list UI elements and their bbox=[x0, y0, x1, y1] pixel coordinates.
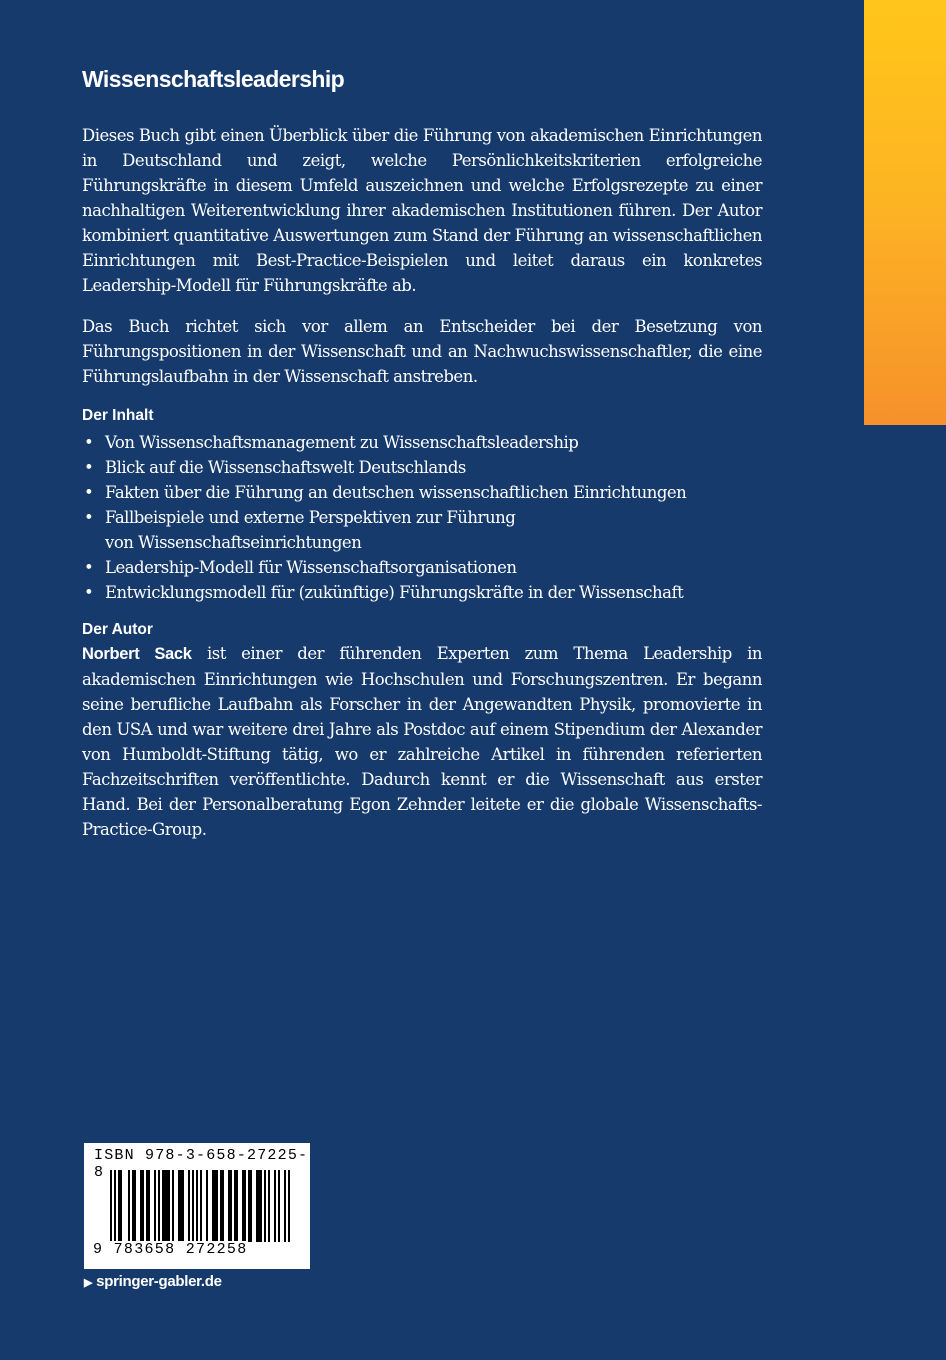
barcode-bar bbox=[182, 1170, 184, 1242]
isbn-barcode bbox=[84, 1143, 310, 1269]
barcode-bar bbox=[260, 1170, 262, 1242]
barcode-bar bbox=[256, 1170, 258, 1242]
book-title: Wissenschaftsleadership bbox=[82, 66, 345, 92]
barcode-bar bbox=[242, 1170, 244, 1242]
barcode-bar bbox=[284, 1170, 286, 1242]
bullet-icon: • bbox=[84, 483, 94, 502]
barcode-bar bbox=[128, 1170, 130, 1242]
isbn-number: ISBN 978-3-658-27225-8 bbox=[94, 1147, 309, 1181]
author-heading: Der Autor bbox=[82, 621, 153, 638]
author-name: Norbert Sack bbox=[82, 645, 192, 663]
barcode-bar bbox=[142, 1170, 144, 1242]
list-item: • Leadership-Modell für Wissenschaftsorganisationen bbox=[82, 555, 762, 580]
barcode-bar bbox=[212, 1170, 214, 1242]
barcode-bar bbox=[244, 1170, 246, 1242]
barcode-bar bbox=[200, 1170, 202, 1252]
list-item: • Von Wissenschaftsmanagement zu Wissenschaftsleadership bbox=[82, 430, 762, 455]
barcode-bar bbox=[192, 1170, 194, 1242]
barcode-bar bbox=[274, 1170, 276, 1242]
ean-digits: 9 783658 272258 bbox=[93, 1241, 248, 1258]
barcode-bar bbox=[110, 1170, 112, 1252]
barcode-bar bbox=[214, 1170, 216, 1242]
barcode-bar bbox=[178, 1170, 180, 1242]
barcode-bar bbox=[140, 1170, 142, 1242]
barcode-bar bbox=[164, 1170, 166, 1242]
barcode-bar bbox=[248, 1170, 250, 1242]
barcode-bar bbox=[228, 1170, 230, 1242]
barcode-bar bbox=[158, 1170, 160, 1242]
barcode-bar bbox=[166, 1170, 168, 1242]
barcode-bar bbox=[258, 1170, 260, 1242]
barcode-bar bbox=[264, 1170, 266, 1242]
list-item: • Fakten über die Führung an deutschen wissenschaftlichen Einrichtungen bbox=[82, 480, 762, 505]
barcode-bar bbox=[234, 1170, 236, 1242]
barcode-bar bbox=[168, 1170, 170, 1242]
barcode-bar bbox=[196, 1170, 198, 1242]
audience-paragraph: Das Buch richtet sich vor allem an Entscheider bei der Besetzung von Führungspositionen in der Wissenschaft und an Nachwuchswissenschaftler, die eine Führungslaufbahn in der Wissenschaft anstreben. bbox=[82, 317, 762, 386]
barcode-bar bbox=[206, 1170, 208, 1252]
author-bio-text: ist einer der führenden Experten zum Thema Leadership in akademischen Einrichtungen wie Hochschulen und Forschungszentren. Er begann seine berufliche Laufbahn als Forscher in der Angewandten Physik, promovierte in den USA und war weitere drei Jahre als Postdoc auf einem Stipendium der Alexander von Humboldt-Stiftung tätig, wo er zahlreiche Artikel in führenden referierten Fachzeitschriften veröffentlichte. Dadurch kennt er die Wissenschaft aus erster Hand. Bei der Personalberatung Egon Zehnder leitete er die globale Wissenschafts-Practice-Group. bbox=[82, 644, 762, 839]
intro-paragraph: Dieses Buch gibt einen Überblick über die Führung von akademischen Einrichtungen in Deutschland und zeigt, welche Persönlichkeitskriterien erfolgreiche Führungskräfte in diesem Umfeld auszeichnen und welche Erfolgsrezepte zu einer nachhaltigen Weiterentwicklung ihrer akademischen Institutionen führen. Der Autor kombiniert quantitative Auswertungen zum Stand der Führung an wissenschaftlichen Einrichtungen mit Best-Practice-Beispielen und leitet daraus ein konkretes Leadership-Modell für Führungskräfte ab. bbox=[82, 126, 762, 295]
barcode-bar bbox=[188, 1170, 190, 1242]
bullet-icon: • bbox=[84, 508, 94, 527]
barcode-bar bbox=[148, 1170, 150, 1242]
barcode-bar bbox=[236, 1170, 238, 1242]
orange-accent-bar bbox=[864, 0, 946, 425]
barcode-bar bbox=[154, 1170, 156, 1242]
barcode-bar bbox=[132, 1170, 134, 1242]
barcode-bar bbox=[134, 1170, 136, 1242]
barcode-bar bbox=[216, 1170, 218, 1242]
barcode-bar bbox=[230, 1170, 232, 1242]
barcode-bar bbox=[120, 1170, 122, 1242]
barcode-bar bbox=[278, 1170, 280, 1242]
back-cover-text bbox=[82, 62, 762, 858]
publisher-website[interactable]: ▶ springer-gabler.de bbox=[84, 1273, 222, 1290]
play-arrow-icon: ▶ bbox=[84, 1277, 93, 1289]
bullet-icon: • bbox=[84, 433, 94, 452]
barcode-bar bbox=[288, 1170, 290, 1242]
barcode-bar bbox=[268, 1170, 270, 1242]
author-bio bbox=[82, 641, 762, 842]
bullet-icon: • bbox=[84, 458, 94, 477]
barcode-bar bbox=[114, 1170, 116, 1252]
bullet-icon: • bbox=[84, 558, 94, 577]
list-item: • Entwicklungsmodell für (zukünftige) Führungskräfte in der Wissenschaft bbox=[82, 580, 762, 605]
barcode-bar bbox=[172, 1170, 174, 1242]
list-item: • Fallbeispiele und externe Perspektiven zur Führung von Wissenschaftseinrichtungen bbox=[82, 505, 762, 555]
barcode-bar bbox=[146, 1170, 148, 1242]
barcode-bars bbox=[110, 1170, 300, 1252]
barcode-bar bbox=[222, 1170, 224, 1242]
barcode-bar bbox=[180, 1170, 182, 1242]
barcode-bar bbox=[162, 1170, 164, 1242]
barcode-bar bbox=[250, 1170, 252, 1242]
contents-heading: Der Inhalt bbox=[82, 407, 154, 424]
barcode-bar bbox=[220, 1170, 222, 1242]
barcode-bar bbox=[118, 1170, 120, 1242]
bullet-icon: • bbox=[84, 583, 94, 602]
list-item: • Blick auf die Wissenschaftswelt Deutschlands bbox=[82, 455, 762, 480]
contents-list bbox=[82, 430, 762, 605]
